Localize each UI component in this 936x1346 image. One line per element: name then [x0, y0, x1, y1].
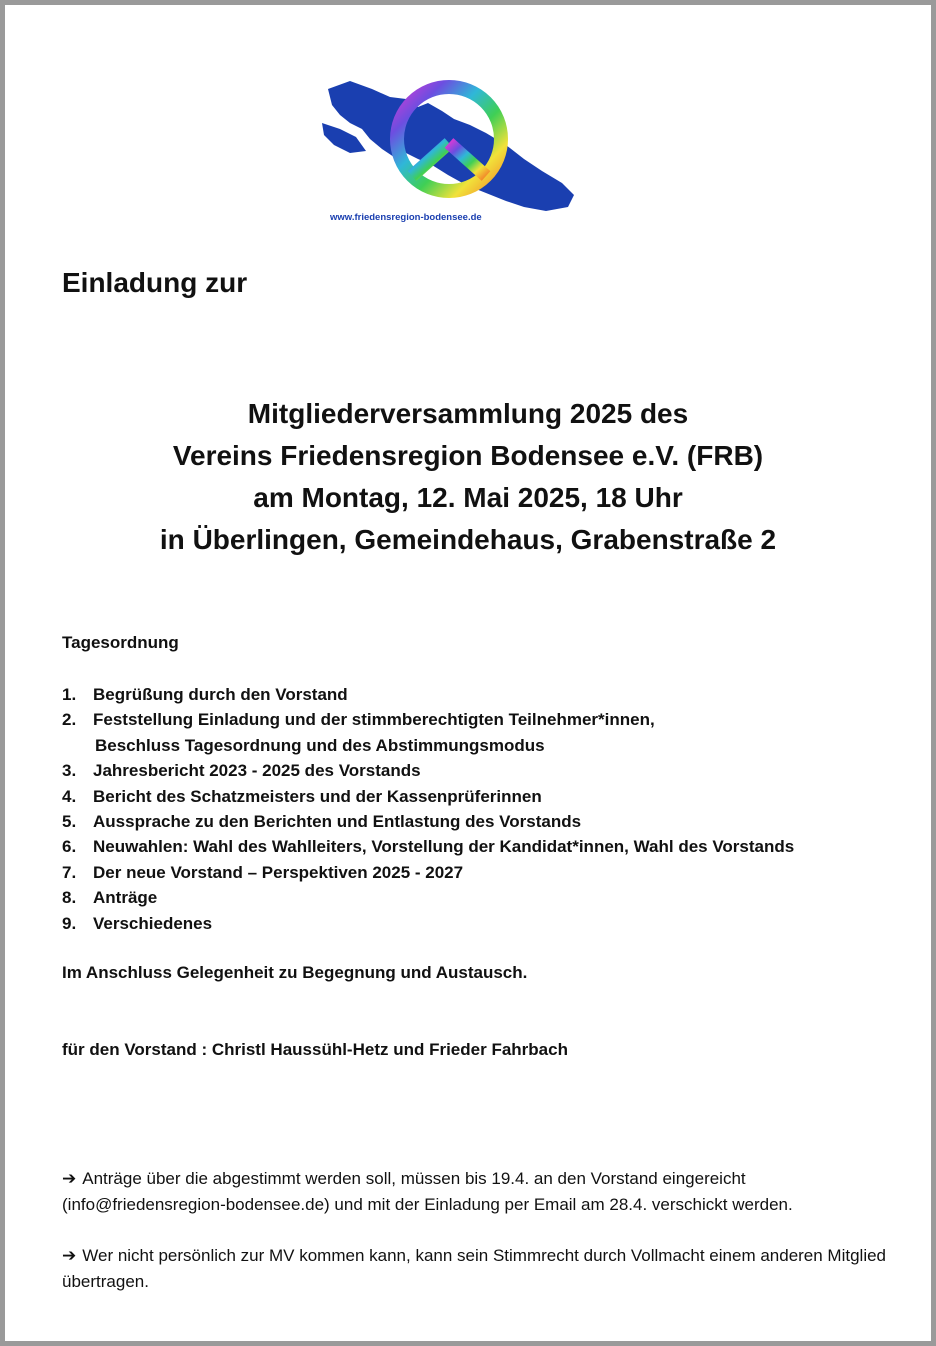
agenda-item-text: Verschiedenes — [93, 913, 213, 933]
agenda-item-text: Jahresbericht 2023 - 2025 des Vorstands — [93, 761, 421, 781]
note-proxy-vote — [62, 1243, 912, 1294]
signature-line: für den Vorstand : Christl Haussühl-Hetz und Frieder Fahrbach — [62, 1040, 568, 1059]
agenda-item-continuation-text: Beschluss Tagesordnung und des Abstimmungsmodus — [95, 735, 545, 755]
meeting-title — [5, 393, 931, 561]
agenda-item-text: Anträge — [93, 888, 158, 908]
agenda-item-text: Bericht des Schatzmeisters und der Kassenprüferinnen — [93, 786, 542, 806]
agenda-item-number: 8. — [62, 888, 77, 908]
agenda-item — [62, 834, 794, 859]
arrow-right-icon: ➔ — [62, 1169, 77, 1188]
note-text: Anträge über die abgestimmt werden soll, müssen bis 19.4. an den Vorstand eingereicht (info@friedensregion-bodensee.de) und mit der Einladung per Email am 28.4. verschickt werden. — [62, 1169, 793, 1214]
agenda-label: Tagesordnung — [62, 633, 179, 652]
agenda-item — [62, 911, 794, 936]
title-line: in Überlingen, Gemeindehaus, Grabenstraße 2 — [159, 524, 777, 555]
agenda-item — [62, 707, 794, 732]
arrow-right-icon: ➔ — [62, 1246, 77, 1265]
agenda-item-number: 1. — [62, 685, 77, 704]
agenda-item-number: 3. — [62, 761, 77, 781]
title-line: Mitgliederversammlung 2025 des — [247, 398, 689, 429]
note-proposals — [62, 1166, 912, 1217]
note-text: Wer nicht persönlich zur MV kommen kann, kann sein Stimmrecht durch Vollmacht einem anderen Mitglied übertragen. — [62, 1246, 887, 1291]
agenda-item-number: 9. — [62, 913, 77, 933]
invitation-heading: Einladung zur — [62, 267, 248, 298]
agenda-item-continuation — [62, 733, 794, 758]
title-line: am Montag, 12. Mai 2025, 18 Uhr — [253, 482, 683, 513]
agenda-item — [62, 885, 794, 910]
agenda-item-text: Feststellung Einladung und der stimmberechtigten Teilnehmer*innen, — [93, 710, 655, 730]
agenda-item — [62, 784, 794, 809]
agenda-item-text: Begrüßung durch den Vorstand — [93, 685, 348, 704]
agenda-item-number: 5. — [62, 812, 77, 832]
agenda-item-number: 2. — [62, 710, 77, 730]
agenda-item-text: Neuwahlen: Wahl des Wahlleiters, Vorstellung der Kandidat*innen, Wahl des Vorstands — [93, 837, 795, 857]
agenda-list — [62, 682, 794, 936]
friedensregion-logo — [310, 67, 585, 227]
title-line: Vereins Friedensregion Bodensee e.V. (FRB) — [172, 440, 764, 471]
closing-remark: Im Anschluss Gelegenheit zu Begegnung und Austausch. — [62, 963, 528, 982]
agenda-item-number: 6. — [62, 837, 77, 857]
agenda-item-number: 7. — [62, 862, 77, 882]
agenda-item — [62, 758, 794, 783]
lake-peace-logo-image — [310, 67, 585, 227]
agenda-item — [62, 809, 794, 834]
agenda-item — [62, 860, 794, 885]
agenda-item-number: 4. — [62, 786, 77, 806]
agenda-item-text: Aussprache zu den Berichten und Entlastung des Vorstands — [93, 812, 582, 832]
agenda-item — [62, 682, 794, 707]
logo-url: www.friedensregion-bodensee.de — [330, 212, 482, 223]
agenda-item-text: Der neue Vorstand – Perspektiven 2025 - 2027 — [93, 862, 464, 882]
